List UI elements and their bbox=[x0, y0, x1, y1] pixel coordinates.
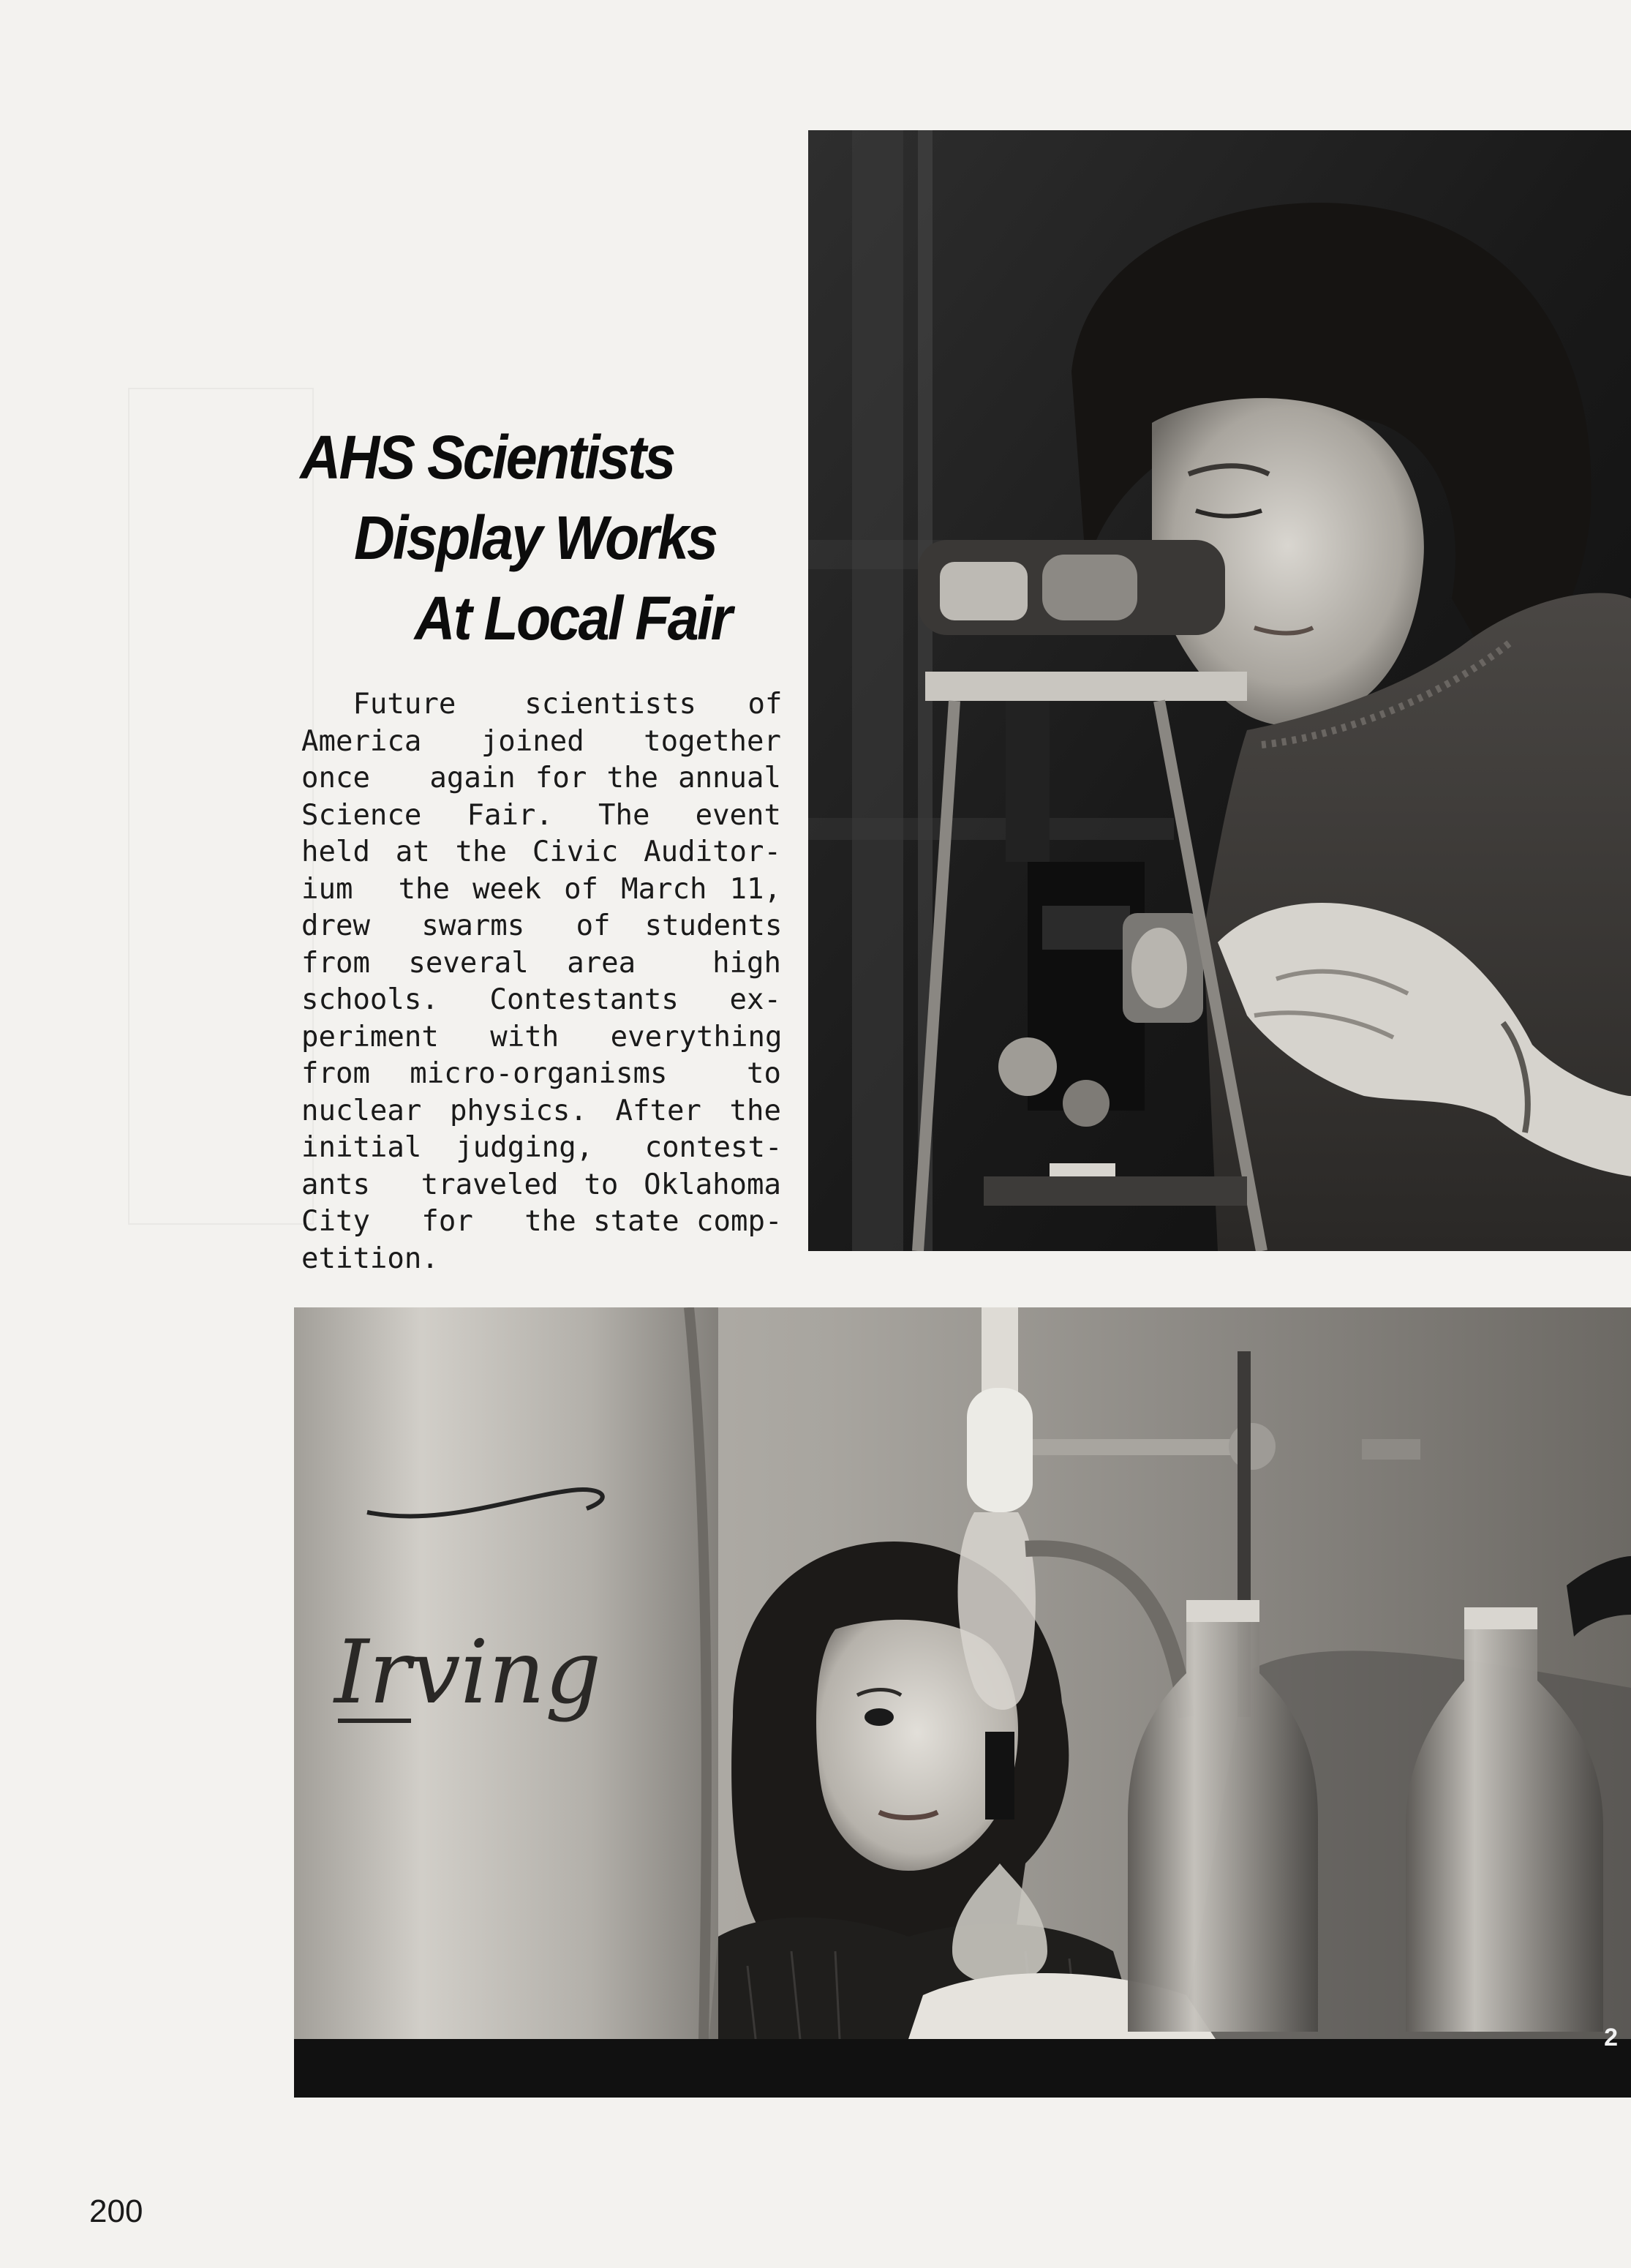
headline-line-3: At Local Fair bbox=[414, 584, 731, 653]
microscope-photo-illustration bbox=[808, 130, 1631, 1251]
body-line: City for the state comp- bbox=[301, 1205, 783, 1238]
body-line: Science Fair. The event bbox=[301, 798, 781, 832]
body-line: initial judging, contest- bbox=[301, 1131, 783, 1164]
lab-glassware-photo-illustration bbox=[294, 1307, 1631, 2098]
body-line: from micro-organisms to bbox=[301, 1057, 781, 1090]
headline-line-1: AHS Scientists bbox=[300, 423, 674, 492]
headline-line-2: Display Works bbox=[354, 503, 717, 572]
body-line: ants traveled to Oklahoma bbox=[301, 1168, 781, 1201]
body-line: once again for the annual bbox=[301, 762, 781, 795]
body-line: held at the Civic Auditor- bbox=[301, 836, 781, 868]
body-line: etition. bbox=[301, 1242, 439, 1275]
body-line: nuclear physics. After the bbox=[301, 1094, 781, 1127]
student-microscope-photo bbox=[808, 130, 1631, 1251]
body-line: ium the week of March 11, bbox=[301, 872, 781, 906]
body-line: periment with everything bbox=[301, 1020, 783, 1054]
body-line: Future scientists of bbox=[301, 688, 783, 721]
headline bbox=[219, 417, 751, 658]
body-line: drew swarms of students bbox=[301, 909, 783, 942]
article-body bbox=[301, 686, 781, 1277]
photo-number: 2 bbox=[1604, 2024, 1618, 2051]
body-line: America joined together bbox=[301, 724, 781, 758]
student-lab-glassware-photo bbox=[294, 1307, 1631, 2098]
page-number: 200 bbox=[89, 2193, 143, 2229]
body-line: from several area high bbox=[301, 946, 781, 980]
jar-label-irving: Irving bbox=[334, 1622, 602, 1724]
body-line: schools. Contestants ex- bbox=[301, 983, 781, 1016]
